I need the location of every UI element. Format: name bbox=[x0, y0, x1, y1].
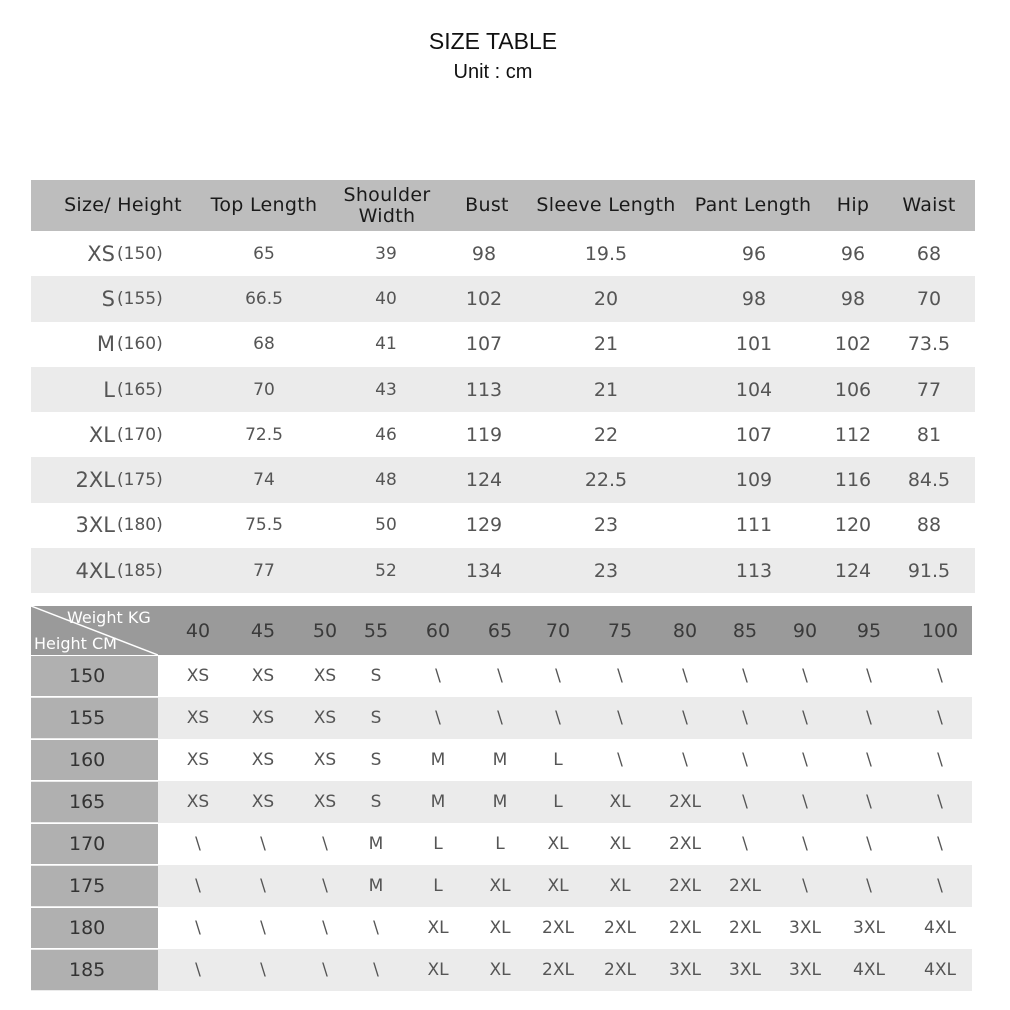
measurement-cell: 81 bbox=[916, 423, 942, 446]
height-label: (165) bbox=[117, 379, 163, 400]
size-label: 2XL bbox=[75, 468, 115, 493]
column-header: Hip bbox=[836, 194, 870, 216]
weight-column-header: 50 bbox=[312, 619, 338, 642]
size-cell: 2XL bbox=[604, 960, 636, 980]
column-header: Bust bbox=[465, 194, 509, 216]
measurement-cell: 120 bbox=[834, 514, 872, 537]
size-cell: \ bbox=[802, 750, 808, 770]
measurement-cell: 96 bbox=[741, 242, 767, 265]
size-cell: \ bbox=[802, 666, 808, 686]
size-cell: XS bbox=[251, 666, 275, 686]
size-cell: \ bbox=[742, 834, 748, 854]
weight-table-row bbox=[31, 781, 972, 823]
size-row bbox=[31, 412, 975, 457]
size-cell: \ bbox=[373, 960, 379, 980]
size-label: L bbox=[103, 377, 115, 402]
measurement-cell: 102 bbox=[465, 287, 503, 310]
height-cm-label: Height CM bbox=[34, 634, 117, 653]
size-cell: \ bbox=[802, 792, 808, 812]
height-label: (160) bbox=[117, 334, 163, 355]
measurement-cell: 111 bbox=[735, 514, 773, 537]
size-cell: \ bbox=[937, 750, 943, 770]
size-cell: \ bbox=[742, 792, 748, 812]
size-row bbox=[31, 276, 975, 321]
size-cell: \ bbox=[866, 708, 872, 728]
size-cell: \ bbox=[195, 834, 201, 854]
size-cell: \ bbox=[802, 834, 808, 854]
weight-column-header: 45 bbox=[250, 619, 276, 642]
size-row bbox=[31, 457, 975, 502]
size-cell: \ bbox=[260, 960, 266, 980]
measurement-cell: 116 bbox=[834, 469, 872, 492]
size-cell: XL bbox=[547, 834, 569, 854]
size-cell: S bbox=[370, 708, 382, 728]
size-cell: \ bbox=[866, 792, 872, 812]
size-cell: L bbox=[433, 876, 443, 896]
measurement-cell: 77 bbox=[916, 378, 942, 401]
weight-column-header: 100 bbox=[921, 619, 959, 642]
weight-height-table bbox=[31, 606, 972, 991]
measurement-cell: 77 bbox=[253, 560, 275, 581]
measurement-cell: 88 bbox=[916, 514, 942, 537]
height-cell: 160 bbox=[31, 740, 158, 780]
size-cell: 4XL bbox=[924, 918, 956, 938]
size-cell: \ bbox=[195, 918, 201, 938]
weight-table-row bbox=[31, 865, 972, 907]
height-cell: 170 bbox=[31, 824, 158, 864]
size-cell: 3XL bbox=[669, 960, 701, 980]
height-label: (155) bbox=[117, 288, 163, 309]
measurement-cell: 39 bbox=[375, 243, 397, 264]
size-cell: \ bbox=[742, 750, 748, 770]
size-cell: \ bbox=[555, 708, 561, 728]
measurement-cell: 129 bbox=[465, 514, 503, 537]
size-cell: \ bbox=[497, 708, 503, 728]
size-table-header bbox=[31, 180, 975, 231]
measurement-cell: 107 bbox=[465, 333, 503, 356]
measurement-cell: 74 bbox=[253, 470, 275, 491]
measurement-cell: 73.5 bbox=[907, 333, 951, 356]
size-cell: \ bbox=[937, 792, 943, 812]
measurement-cell: 22 bbox=[593, 423, 619, 446]
page-title: SIZE TABLE bbox=[428, 28, 558, 54]
size-cell: XS bbox=[313, 750, 337, 770]
size-label: S bbox=[101, 286, 115, 311]
size-cell: \ bbox=[435, 708, 441, 728]
weight-column-header: 55 bbox=[363, 619, 389, 642]
size-row bbox=[31, 548, 975, 593]
size-cell: S bbox=[370, 666, 382, 686]
size-cell: \ bbox=[260, 834, 266, 854]
size-cell: \ bbox=[617, 708, 623, 728]
weight-column-header: 40 bbox=[185, 619, 211, 642]
size-cell: L bbox=[553, 750, 563, 770]
measurement-cell: 109 bbox=[735, 469, 773, 492]
size-row bbox=[31, 322, 975, 367]
size-cell: XL bbox=[489, 918, 511, 938]
size-cell: XS bbox=[313, 666, 337, 686]
weight-table-row bbox=[31, 823, 972, 865]
size-cell: \ bbox=[866, 876, 872, 896]
size-cell: \ bbox=[937, 708, 943, 728]
height-cell: 185 bbox=[31, 950, 158, 990]
measurement-cell: 19.5 bbox=[584, 242, 628, 265]
measurement-cell: 43 bbox=[375, 379, 397, 400]
weight-column-header: 80 bbox=[672, 619, 698, 642]
size-cell: \ bbox=[322, 918, 328, 938]
measurement-cell: 23 bbox=[593, 559, 619, 582]
size-cell: \ bbox=[802, 708, 808, 728]
size-cell: XL bbox=[427, 960, 449, 980]
size-cell: 4XL bbox=[924, 960, 956, 980]
size-cell: 2XL bbox=[729, 876, 761, 896]
measurement-cell: 113 bbox=[465, 378, 503, 401]
height-label: (185) bbox=[117, 560, 163, 581]
measurement-cell: 124 bbox=[834, 559, 872, 582]
size-label: 4XL bbox=[75, 558, 115, 583]
measurement-cell: 22.5 bbox=[584, 469, 628, 492]
measurement-cell: 98 bbox=[471, 242, 497, 265]
measurement-cell: 98 bbox=[840, 287, 866, 310]
size-cell: \ bbox=[322, 876, 328, 896]
size-row bbox=[31, 367, 975, 412]
size-cell: 2XL bbox=[542, 960, 574, 980]
size-cell: 3XL bbox=[789, 960, 821, 980]
height-label: (170) bbox=[117, 424, 163, 445]
size-cell: \ bbox=[435, 666, 441, 686]
measurement-cell: 68 bbox=[916, 242, 942, 265]
size-cell: XL bbox=[489, 960, 511, 980]
size-cell: M bbox=[430, 750, 446, 770]
measurement-cell: 46 bbox=[375, 424, 397, 445]
size-table bbox=[31, 180, 975, 593]
weight-table-row bbox=[31, 907, 972, 949]
size-cell: XL bbox=[609, 834, 631, 854]
size-cell: M bbox=[492, 750, 508, 770]
unit-label: Unit : cm bbox=[453, 61, 533, 83]
measurement-cell: 134 bbox=[465, 559, 503, 582]
size-cell: \ bbox=[555, 666, 561, 686]
size-cell: \ bbox=[937, 876, 943, 896]
size-cell: XL bbox=[609, 792, 631, 812]
measurement-cell: 40 bbox=[375, 288, 397, 309]
column-header: Waist bbox=[902, 194, 956, 216]
measurement-cell: 21 bbox=[593, 333, 619, 356]
size-cell: XL bbox=[609, 876, 631, 896]
measurement-cell: 84.5 bbox=[907, 469, 951, 492]
size-cell: \ bbox=[866, 666, 872, 686]
size-label: M bbox=[96, 332, 115, 357]
size-cell: 2XL bbox=[669, 918, 701, 938]
size-cell: XS bbox=[186, 708, 210, 728]
weight-table-row bbox=[31, 655, 972, 697]
size-cell: \ bbox=[617, 666, 623, 686]
weight-column-header: 60 bbox=[425, 619, 451, 642]
height-cell: 165 bbox=[31, 782, 158, 822]
size-cell: \ bbox=[682, 666, 688, 686]
size-cell: \ bbox=[322, 834, 328, 854]
size-cell: XS bbox=[186, 666, 210, 686]
measurement-cell: 23 bbox=[593, 514, 619, 537]
measurement-cell: 65 bbox=[253, 243, 275, 264]
measurement-cell: 68 bbox=[253, 334, 275, 355]
measurement-cell: 72.5 bbox=[245, 424, 283, 445]
size-cell: 3XL bbox=[729, 960, 761, 980]
size-cell: XS bbox=[251, 750, 275, 770]
size-cell: L bbox=[433, 834, 443, 854]
size-cell: 2XL bbox=[669, 834, 701, 854]
size-cell: S bbox=[370, 750, 382, 770]
size-cell: \ bbox=[742, 708, 748, 728]
weight-column-header: 75 bbox=[607, 619, 633, 642]
size-cell: \ bbox=[682, 708, 688, 728]
size-cell: 3XL bbox=[789, 918, 821, 938]
measurement-cell: 102 bbox=[834, 333, 872, 356]
size-cell: \ bbox=[866, 750, 872, 770]
size-cell: XS bbox=[251, 792, 275, 812]
size-cell: \ bbox=[802, 876, 808, 896]
measurement-cell: 101 bbox=[735, 333, 773, 356]
weight-table-row bbox=[31, 739, 972, 781]
height-cell: 180 bbox=[31, 908, 158, 948]
weight-kg-label: Weight KG bbox=[67, 608, 151, 627]
measurement-cell: 106 bbox=[834, 378, 872, 401]
height-cell: 150 bbox=[31, 656, 158, 696]
measurement-cell: 41 bbox=[375, 334, 397, 355]
measurement-cell: 20 bbox=[593, 287, 619, 310]
size-cell: \ bbox=[937, 666, 943, 686]
measurement-cell: 21 bbox=[593, 378, 619, 401]
size-cell: 4XL bbox=[853, 960, 885, 980]
size-cell: \ bbox=[260, 918, 266, 938]
size-label: XL bbox=[88, 422, 115, 447]
size-cell: S bbox=[370, 792, 382, 812]
size-cell: 2XL bbox=[669, 876, 701, 896]
size-cell: \ bbox=[682, 750, 688, 770]
size-cell: \ bbox=[195, 876, 201, 896]
size-cell: XS bbox=[186, 750, 210, 770]
measurement-cell: 70 bbox=[916, 287, 942, 310]
size-cell: \ bbox=[373, 918, 379, 938]
size-cell: XL bbox=[489, 876, 511, 896]
size-cell: XS bbox=[251, 708, 275, 728]
size-cell: 2XL bbox=[669, 792, 701, 812]
size-row bbox=[31, 503, 975, 548]
column-header: Size/ Height bbox=[64, 194, 182, 216]
size-cell: M bbox=[368, 834, 384, 854]
size-cell: \ bbox=[617, 750, 623, 770]
size-cell: XL bbox=[547, 876, 569, 896]
size-cell: \ bbox=[195, 960, 201, 980]
measurement-cell: 113 bbox=[735, 559, 773, 582]
height-label: (175) bbox=[117, 470, 163, 491]
measurement-cell: 50 bbox=[375, 515, 397, 536]
measurement-cell: 104 bbox=[735, 378, 773, 401]
size-cell: 2XL bbox=[542, 918, 574, 938]
weight-column-header: 90 bbox=[792, 619, 818, 642]
size-cell: \ bbox=[866, 834, 872, 854]
height-cell: 175 bbox=[31, 866, 158, 906]
column-header: Shoulder Width bbox=[343, 183, 431, 227]
size-cell: XS bbox=[186, 792, 210, 812]
size-cell: L bbox=[553, 792, 563, 812]
size-cell: XS bbox=[313, 708, 337, 728]
size-cell: \ bbox=[937, 834, 943, 854]
measurement-cell: 107 bbox=[735, 423, 773, 446]
measurement-cell: 96 bbox=[840, 242, 866, 265]
size-cell: 2XL bbox=[604, 918, 636, 938]
weight-column-header: 70 bbox=[545, 619, 571, 642]
weight-column-header: 65 bbox=[487, 619, 513, 642]
height-label: (180) bbox=[117, 515, 163, 536]
column-header: Top Length bbox=[210, 194, 318, 216]
size-label: 3XL bbox=[75, 513, 115, 538]
size-cell: 3XL bbox=[853, 918, 885, 938]
size-cell: 2XL bbox=[729, 918, 761, 938]
measurement-cell: 52 bbox=[375, 560, 397, 581]
column-header: Pant Length bbox=[694, 194, 812, 216]
measurement-cell: 98 bbox=[741, 287, 767, 310]
size-cell: \ bbox=[497, 666, 503, 686]
weight-table-row bbox=[31, 697, 972, 739]
weight-column-header: 85 bbox=[732, 619, 758, 642]
size-cell: M bbox=[368, 876, 384, 896]
size-cell: M bbox=[492, 792, 508, 812]
measurement-cell: 91.5 bbox=[907, 559, 951, 582]
measurement-cell: 124 bbox=[465, 469, 503, 492]
size-row bbox=[31, 231, 975, 276]
size-cell: \ bbox=[322, 960, 328, 980]
size-cell: \ bbox=[742, 666, 748, 686]
measurement-cell: 48 bbox=[375, 470, 397, 491]
measurement-cell: 66.5 bbox=[245, 288, 283, 309]
size-cell: M bbox=[430, 792, 446, 812]
measurement-cell: 112 bbox=[834, 423, 872, 446]
measurement-cell: 119 bbox=[465, 423, 503, 446]
height-label: (150) bbox=[117, 243, 163, 264]
weight-column-header: 95 bbox=[856, 619, 882, 642]
measurement-cell: 70 bbox=[253, 379, 275, 400]
size-cell: L bbox=[495, 834, 505, 854]
column-header: Sleeve Length bbox=[536, 194, 676, 216]
size-cell: \ bbox=[260, 876, 266, 896]
size-cell: XL bbox=[427, 918, 449, 938]
corner-cell bbox=[31, 606, 158, 655]
weight-table-header bbox=[31, 606, 972, 655]
size-cell: XS bbox=[313, 792, 337, 812]
height-cell: 155 bbox=[31, 698, 158, 738]
measurement-cell: 75.5 bbox=[245, 515, 283, 536]
size-label: XS bbox=[87, 241, 115, 266]
weight-table-row bbox=[31, 949, 972, 991]
